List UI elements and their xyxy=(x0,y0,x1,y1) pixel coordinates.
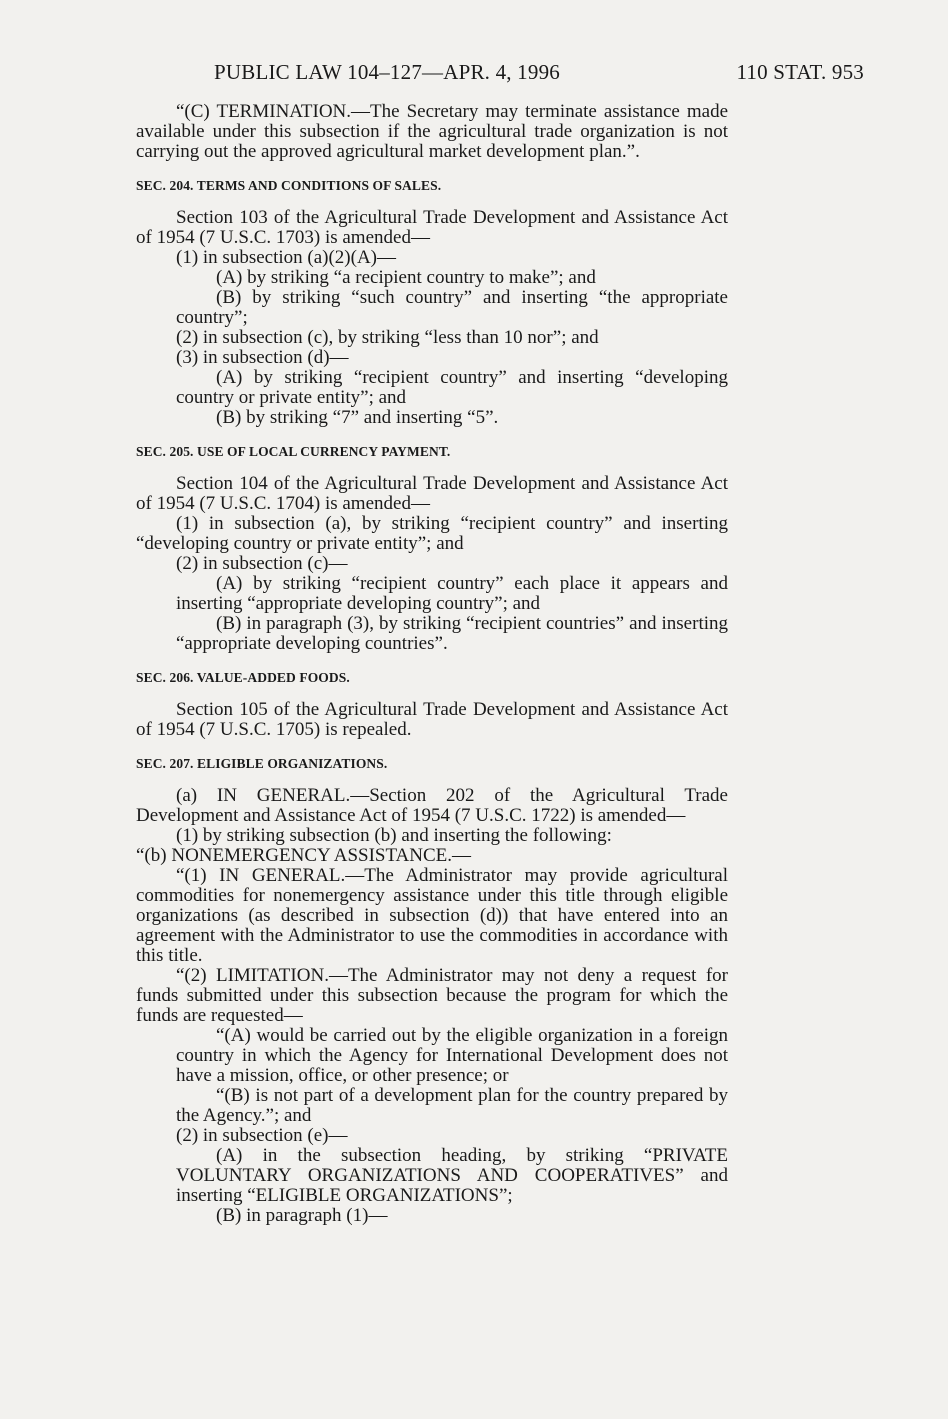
sec-204-item-1a: (A) by striking “a recipient country to make”; and xyxy=(216,267,596,288)
sec-205-item-2: (2) in subsection (c)— xyxy=(176,553,348,574)
sec-204-item-1: (1) in subsection (a)(2)(A)— xyxy=(176,247,397,268)
sec-205-item-2b: (B) in paragraph (3), by striking “recipient countries” and inserting “appropriate developing countries”. xyxy=(176,613,728,654)
sec-207-paragraph-1: “(1) IN GENERAL.—The Administrator may provide agricultural commodities for nonemergency assistance under this title through eligible organizations (as described in subsection (d)) that have entered into an agreement with the Administrator to use the commodities in accordance with this title. xyxy=(136,865,728,966)
sec-205-intro: Section 104 of the Agricultural Trade Development and Assistance Act of 1954 (7 U.S.C. 1704) is amended— xyxy=(136,473,728,514)
sec-205-item-1: (1) in subsection (a), by striking “recipient country” and inserting “developing country or private entity”; and xyxy=(136,513,728,554)
sec-204-item-3a: (A) by striking “recipient country” and inserting “developing country or private entity”; and xyxy=(176,367,728,408)
sec-207-item-2a: (A) in the subsection heading, by striking “PRIVATE VOLUNTARY ORGANIZATIONS AND COOPERATIVES” and inserting “ELIGIBLE ORGANIZATIONS”; xyxy=(176,1145,728,1206)
sec-205-item-2a: (A) by striking “recipient country” each place it appears and inserting “appropriate developing country”; and xyxy=(176,573,728,614)
sec-205-heading: SEC. 205. USE OF LOCAL CURRENCY PAYMENT. xyxy=(136,444,451,459)
sec-207-paragraph-2: “(2) LIMITATION.—The Administrator may not deny a request for funds submitted under this subsection because the program for which the funds are requested— xyxy=(136,965,728,1026)
sec-207-subsection-b-heading: “(b) NONEMERGENCY ASSISTANCE.— xyxy=(136,845,472,866)
termination-paragraph: “(C) TERMINATION.—The Secretary may terminate assistance made available under this subsection if the agricultural trade organization is not carrying out the approved agricultural market development plan.”. xyxy=(136,101,729,162)
header-citation: PUBLIC LAW 104–127—APR. 4, 1996 xyxy=(214,60,560,84)
sec-204-item-2: (2) in subsection (c), by striking “less than 10 nor”; and xyxy=(176,327,599,348)
running-header xyxy=(214,60,864,88)
sec-207-paragraph-2b: “(B) is not part of a development plan for the country prepared by the Agency.”; and xyxy=(176,1085,728,1126)
sec-207-item-2: (2) in subsection (e)— xyxy=(176,1125,348,1146)
sec-204-item-1b: (B) by striking “such country” and inserting “the appropriate country”; xyxy=(176,287,728,328)
sec-204-heading: SEC. 204. TERMS AND CONDITIONS OF SALES. xyxy=(136,178,442,193)
sec-206-heading: SEC. 206. VALUE-ADDED FOODS. xyxy=(136,670,350,685)
sec-207-subsection-a: (a) IN GENERAL.—Section 202 of the Agricultural Trade Development and Assistance Act of 1954 (7 U.S.C. 1722) is amended— xyxy=(136,785,728,826)
sec-207-paragraph-2a: “(A) would be carried out by the eligible organization in a foreign country in which the Agency for International Development does not have a mission, office, or other presence; or xyxy=(176,1025,728,1086)
body-text xyxy=(136,102,728,1226)
sec-207-item-1: (1) by striking subsection (b) and inserting the following: xyxy=(176,825,612,846)
sec-204-intro: Section 103 of the Agricultural Trade Development and Assistance Act of 1954 (7 U.S.C. 1703) is amended— xyxy=(136,207,728,248)
sec-204-item-3b: (B) by striking “7” and inserting “5”. xyxy=(216,407,499,428)
sec-206-text: Section 105 of the Agricultural Trade Development and Assistance Act of 1954 (7 U.S.C. 1705) is repealed. xyxy=(136,699,728,740)
sec-207-item-2b: (B) in paragraph (1)— xyxy=(216,1205,388,1226)
header-page-number: 110 STAT. 953 xyxy=(736,60,864,84)
sec-204-item-3: (3) in subsection (d)— xyxy=(176,347,349,368)
sec-207-heading: SEC. 207. ELIGIBLE ORGANIZATIONS. xyxy=(136,756,388,771)
